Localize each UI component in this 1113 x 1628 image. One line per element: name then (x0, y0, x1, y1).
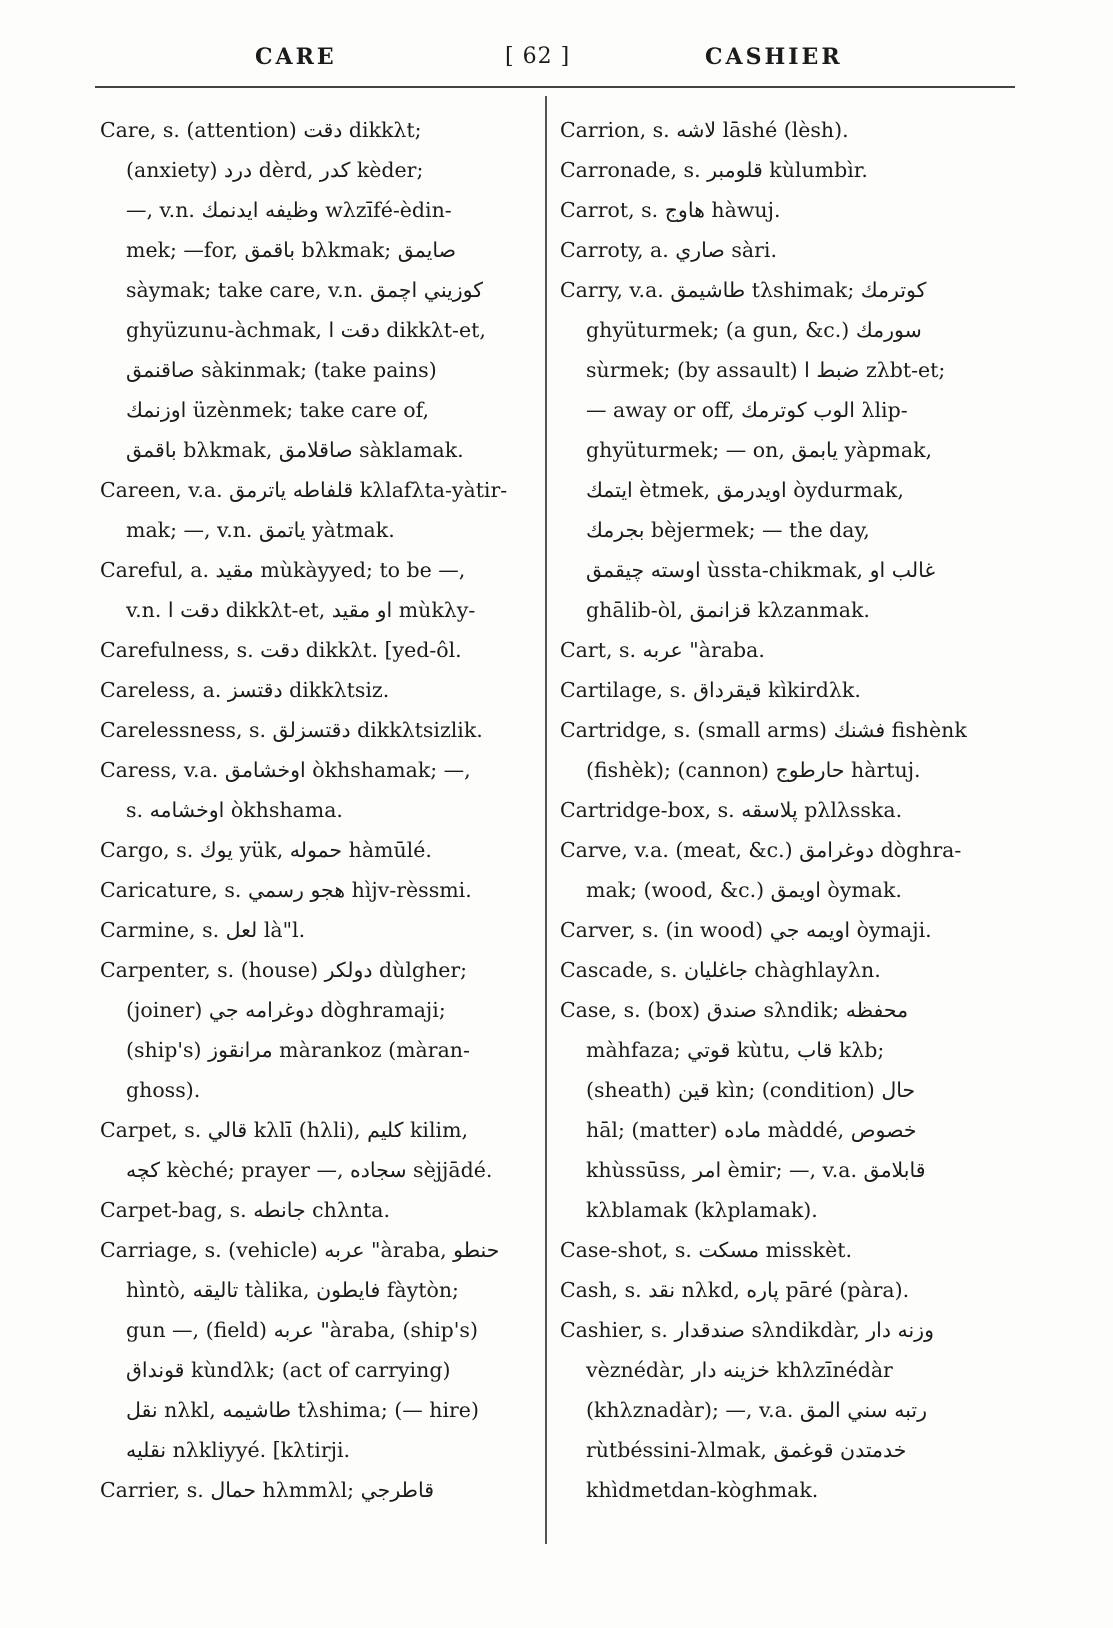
entry-line: Carry, v.a. طاشيمق tλshimak; كوترمك (560, 278, 927, 302)
entry-line: ghyüzunu-àchmak, دقت ا dikkλt-et, (126, 318, 486, 342)
entry-line: بجرمك bèjermek; — the day, (586, 518, 870, 542)
entry-line: (fishèk); (cannon) حارطوج hàrtuj. (586, 758, 921, 782)
entry-line: Carriage, s. (vehicle) عربه "àraba, حنطو (100, 1238, 500, 1262)
header-right-guide-word: CASHIER (705, 44, 843, 70)
running-header (95, 44, 1015, 76)
entry-line: (joiner) دوغرامه جي dòghramaji; (126, 998, 446, 1022)
entry-line: mak; (wood, &c.) اويمق òymak. (586, 878, 902, 902)
entry-line: sùrmek; (by assault) ضبط ا zλbt-et; (586, 358, 946, 382)
entry-line: Careful, a. مقيد mùkàyyed; to be —, (100, 558, 466, 582)
right-column (560, 110, 1005, 1510)
entry-line: màhfaza; قوتي kùtu, قاب kλb; (586, 1038, 885, 1062)
entry-line: sàymak; take care, v.n. كوزيني اچمق (126, 278, 483, 302)
entry-line: Cart, s. عربه "àraba. (560, 638, 765, 662)
entry-line: Carmine, s. لعل là"l. (100, 918, 306, 942)
entry-line: Carpet, s. قالي kλlī (hλli), كليم kilim, (100, 1118, 469, 1142)
entry-line: قونداق kùndλk; (act of carrying) (126, 1358, 451, 1382)
entry-line: Carver, s. (in wood) اويمه جي òymaji. (560, 918, 932, 942)
entry-line: Carve, v.a. (meat, &c.) دوغرامق dòghra- (560, 838, 962, 862)
entry-line: Cascade, s. جاغليان chàghlayλn. (560, 958, 881, 982)
entry-line: gun —, (field) عربه "àraba, (ship's) (126, 1318, 478, 1342)
entry-line: mak; —, v.n. ياتمق yàtmak. (126, 518, 395, 542)
entry-line: Carronade, s. قلومبر kùlumbìr. (560, 158, 868, 182)
entry-line: Caress, v.a. اوخشامق òkhshamak; —, (100, 758, 471, 782)
entry-line: Careen, v.a. قلفاطه ياترمق kλlafλta-yàtir- (100, 478, 508, 502)
entry-line: (khλznadàr); —, v.a. رتبه سني المق (586, 1398, 928, 1422)
entry-line: نقل nλkl, طاشيمه tλshima; (— hire) (126, 1398, 479, 1422)
entry-line: (sheath) قين kìn; (condition) حال (586, 1078, 916, 1102)
entry-line: اوسته چيقمق ùssta-chikmak, غالب او (586, 558, 936, 582)
entry-line: ghyüturmek; — on, يابمق yàpmak, (586, 438, 933, 462)
column-divider (545, 96, 547, 1544)
entry-line: ايتمك ètmek, اويدرمق òydurmak, (586, 478, 904, 502)
entry-line: ghālib-òl, قزانمق kλzanmak. (586, 598, 870, 622)
entry-line: Cartilage, s. قيقرداق kìkirdλk. (560, 678, 861, 702)
entry-line: rùtbéssini-λlmak, خدمتدن قوغمق (586, 1438, 907, 1462)
entry-line: khìdmetdan-kòghmak. (586, 1478, 819, 1502)
entry-line: باقمق bλkmak, صاقلامق sàklamak. (126, 438, 464, 462)
entry-line: Case, s. (box) صندق sλndik; محفظه (560, 998, 909, 1022)
entry-line: s. اوخشامه òkhshama. (126, 798, 343, 822)
entry-line: mek; —for, باقمق bλkmak; صايمق (126, 238, 457, 262)
entry-line: Carpet-bag, s. جانطه chλnta. (100, 1198, 390, 1222)
entry-line: Carpenter, s. (house) دولكر dùlgher; (100, 958, 468, 982)
entry-line: Carefulness, s. دقت dikkλt. [yed-ôl. (100, 638, 462, 662)
page-number: [ 62 ] (505, 44, 571, 69)
header-rule (95, 86, 1015, 88)
entry-line: —, v.n. وظيفه ايدنمك wλzīfé-èdin- (126, 198, 452, 222)
entry-line: Cartridge, s. (small arms) فشنك fishènk (560, 718, 967, 742)
header-left-guide-word: CARE (255, 44, 337, 70)
entry-line: ghyüturmek; (a gun, &c.) سورمك (586, 318, 922, 342)
entry-line: Carrier, s. حمال hλmmλl; قاطرجي (100, 1478, 434, 1502)
entry-line: khùssūss, امر èmir; —, v.a. قابلامق (586, 1158, 926, 1182)
entry-line: Carrot, s. هاوج hàwuj. (560, 198, 781, 222)
entry-line: Case-shot, s. مسكت misskèt. (560, 1238, 852, 1262)
entry-line: Careless, a. دقتسز dikkλtsiz. (100, 678, 390, 702)
entry-line: kλblamak (kλplamak). (586, 1198, 818, 1222)
entry-line: (anxiety) درد dèrd, كدر kèder; (126, 158, 424, 182)
entry-line: اوزنمك üzènmek; take care of, (126, 398, 430, 422)
entry-line: hāl; (matter) ماده màddé, خصوص (586, 1118, 917, 1142)
entry-line: vèznédàr, خزينه دار khλzīnédàr (586, 1358, 893, 1382)
entry-line: Care, s. (attention) دقت dikkλt; (100, 118, 422, 142)
entry-line: Caricature, s. هجو رسمي hìjv-rèssmi. (100, 878, 472, 902)
entry-line: — away or off, الوب كوترمك λlip- (586, 398, 908, 422)
entry-line: Carroty, a. صاري sàri. (560, 238, 777, 262)
entry-line: Cartridge-box, s. پلاسقه pλlλsska. (560, 798, 903, 822)
entry-line: (ship's) مرانقوز màrankoz (màran- (126, 1038, 470, 1062)
left-column (100, 110, 528, 1510)
entry-line: Cash, s. نقد nλkd, پاره pāré (pàra). (560, 1278, 910, 1302)
entry-line: hìntò, تاليقه tàlika, فايطون fàytòn; (126, 1278, 459, 1302)
entry-line: Cargo, s. يوك yük, حموله hàmūlé. (100, 838, 432, 862)
entry-line: Cashier, s. صندقدار sλndikdàr, وزنه دار (560, 1318, 934, 1342)
entry-line: كچه kèché; prayer —, سجاده sèjjādé. (126, 1158, 493, 1182)
entry-line: v.n. دقت ا dikkλt-et, او مقيد mùkλy- (126, 598, 476, 622)
entry-line: ghoss). (126, 1078, 201, 1102)
entry-line: Carelessness, s. دقتسزلق dikkλtsizlik. (100, 718, 483, 742)
entry-line: نقليه nλkliyyé. [kλtirji. (126, 1438, 351, 1462)
entry-line: صاقنمق sàkinmak; (take pains) (126, 358, 437, 382)
entry-line: Carrion, s. لاشه lāshé (lèsh). (560, 118, 849, 142)
